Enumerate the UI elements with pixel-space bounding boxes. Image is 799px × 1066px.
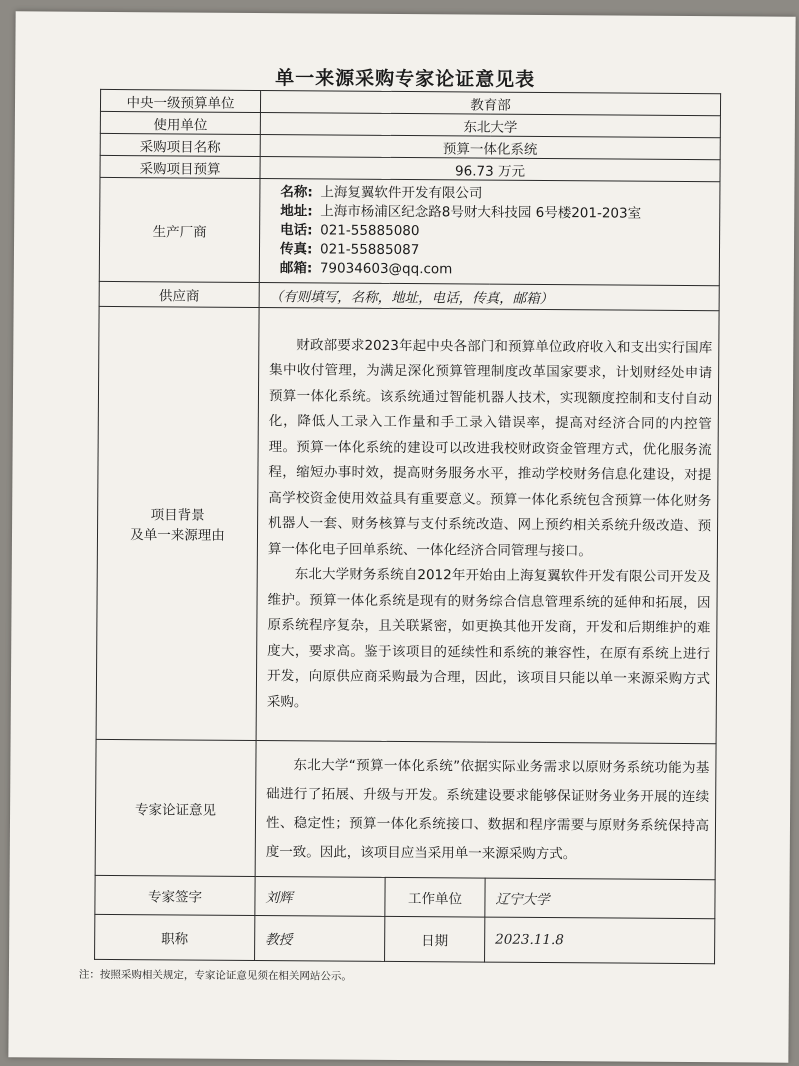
background-paragraph-1: 财政部要求2023年起中央各部门和预算单位政府收入和支出实行国库集中收付管理，为满足深化预算管理制度改革国家要求，计划财经处申请预算一体化系统。该系统通过智能机器人技术，实现额度控制和支付自动化，降低人工录入工作量和手工录入错误率，提高对经济合同的内控管理。预算一体化系统的建设可以改进我校财政资金管理方式，优化服务流程，缩短办事时效，提高财务服务水平，推动学校财务信息化建设，对提高学校资金使用效益具有重要意义。预算一体化系统包含预算一体化财务机器人一套、财务核算与支付系统改造、网上预约相关系统升级改造、预算一体化电子回单系统、一体化经济合同管理与接口。 xyxy=(267,337,713,560)
supplier-label: 供应商 xyxy=(99,281,259,307)
expert-opinion-text xyxy=(255,740,716,879)
title-date-row xyxy=(95,914,715,963)
project-name-value: 预算一体化系统 xyxy=(260,135,720,160)
background-label xyxy=(96,306,259,740)
expert-opinion-row xyxy=(95,739,716,879)
project-name-label: 采购项目名称 xyxy=(100,133,260,156)
work-unit-label: 工作单位 xyxy=(385,877,485,917)
user-unit-label: 使用单位 xyxy=(100,111,260,134)
opinion-form-table xyxy=(94,89,721,964)
manufacturer-phone-key: 电话: xyxy=(280,222,313,239)
manufacturer-phone: 021-55885080 xyxy=(320,222,420,240)
manufacturer-row xyxy=(99,177,720,285)
signature-handwritten: 刘辉 xyxy=(255,876,385,916)
date-label: 日期 xyxy=(385,916,485,962)
background-label-line1: 项目背景 xyxy=(150,507,205,524)
manufacturer-email: 79034603@qq.com xyxy=(319,260,453,278)
work-unit-handwritten: 辽宁大学 xyxy=(485,878,715,919)
manufacturer-info xyxy=(259,178,720,285)
manufacturer-address-key: 地址: xyxy=(280,203,313,220)
footnote: 注：按照采购相关规定，专家论证意见须在相关网站公示。 xyxy=(78,968,352,983)
project-budget-label: 采购项目预算 xyxy=(100,155,260,178)
manufacturer-fax-key: 传真: xyxy=(279,241,313,258)
supplier-note: （有则填写，名称，地址，电话，传真，邮箱） xyxy=(259,282,719,310)
background-text xyxy=(256,307,719,743)
budget-unit-label: 中央一级预算单位 xyxy=(100,89,260,112)
manufacturer-name: 上海复翼软件开发有限公司 xyxy=(320,184,483,202)
background-row xyxy=(96,306,719,743)
signature-row xyxy=(95,875,715,918)
expert-opinion-label: 专家论证意见 xyxy=(95,739,256,876)
signature-label: 专家签字 xyxy=(95,875,255,915)
professional-title-handwritten: 教授 xyxy=(255,915,385,961)
background-label-line2: 及单一来源理由 xyxy=(130,527,225,544)
document-title: 单一来源采购专家论证意见表 xyxy=(275,67,536,91)
manufacturer-fax: 021-55885087 xyxy=(319,241,420,259)
date-handwritten: 2023.11.8 xyxy=(485,917,715,964)
background-paragraph-2: 东北大学财务系统自2012年开始由上海复翼软件开发有限公司开发及维护。预算一体化系统是现有的财务综合信息管理系统的延伸和拓展，因原系统程序复杂，且关联紧密，如更换其他开发商，开发和后期维护的难度大，要求高。鉴于该项目的延续性和系统的兼容性，在原有系统上进行开发，向原供应商采购最为合理，因此，该项目只能以单一来源采购方式采购。 xyxy=(266,566,711,711)
expert-opinion-paragraph: 东北大学“预算一体化系统”依据实际业务需求以原财务系统功能为基础进行了拓展、升级与开发。系统建设要求能够保证财务业务开展的连续性、稳定性；预算一体化系统接口、数据和程序需要与原财务系统保持高度一致。因此，该项目应当采用单一来源采购方式。 xyxy=(265,756,710,862)
manufacturer-email-key: 邮箱: xyxy=(279,260,313,277)
project-budget-value: 96.73 万元 xyxy=(260,157,720,182)
manufacturer-address: 上海市杨浦区纪念路8号财大科技园 6号楼201-203室 xyxy=(320,203,642,222)
user-unit-value: 东北大学 xyxy=(260,113,720,138)
budget-unit-value: 教育部 xyxy=(260,91,720,116)
manufacturer-label: 生产厂商 xyxy=(99,177,260,282)
document-page xyxy=(8,11,795,1062)
manufacturer-name-key: 名称: xyxy=(280,184,313,201)
professional-title-label: 职称 xyxy=(95,914,255,960)
